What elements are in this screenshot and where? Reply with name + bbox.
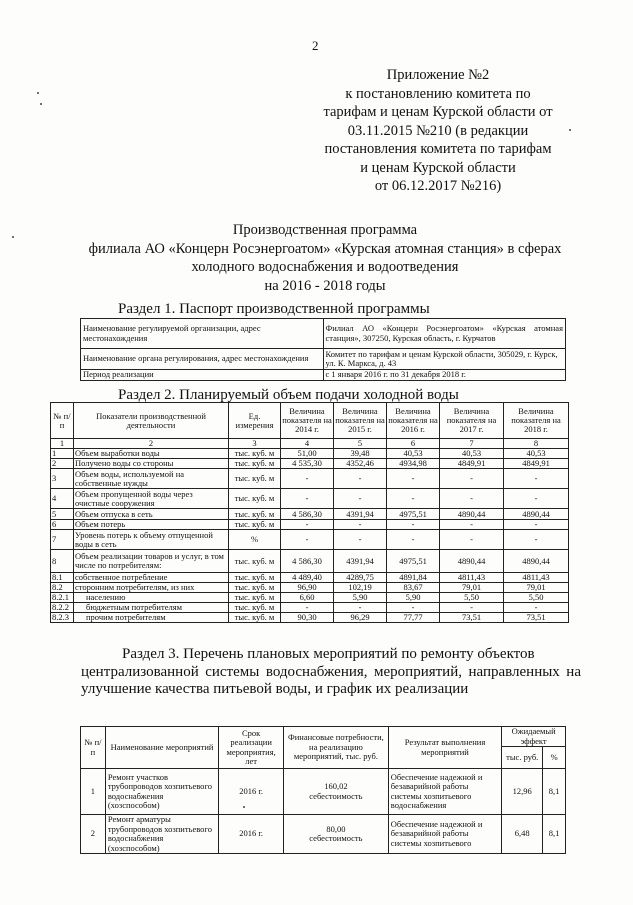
value-cell: 4890,44 bbox=[440, 509, 504, 520]
unit-cell: тыс. куб. м bbox=[229, 449, 281, 459]
indicator-name: населению bbox=[74, 593, 229, 603]
section3-heading-first: Раздел 3. Перечень плановых мероприятий по ремонту объектов bbox=[122, 646, 535, 662]
row-number: 6 bbox=[51, 520, 74, 530]
appendix-note bbox=[308, 66, 568, 196]
section2-heading: Раздел 2. Планируемый объем подачи холодной воды bbox=[118, 387, 459, 403]
unit-cell: тыс. куб. м bbox=[229, 469, 281, 489]
column-number: 4 bbox=[281, 439, 334, 449]
measure-result: Обеспечение надежной и безаварийной работы системы хозпитьевого водоснабжения bbox=[388, 769, 501, 815]
value-cell: - bbox=[440, 530, 504, 550]
value-cell: 4 489,40 bbox=[281, 573, 334, 583]
water-volume-table bbox=[50, 402, 569, 623]
row-number: 1 bbox=[81, 769, 106, 815]
value-cell: 4352,46 bbox=[334, 459, 387, 469]
value-cell: - bbox=[440, 520, 504, 530]
value-cell: 4 586,30 bbox=[281, 509, 334, 520]
value-cell: 5,90 bbox=[387, 593, 440, 603]
value-cell: 96,29 bbox=[334, 613, 387, 623]
value-cell: 4811,43 bbox=[440, 573, 504, 583]
row-number: 8.2 bbox=[51, 583, 74, 593]
value-cell: 96,90 bbox=[281, 583, 334, 593]
unit-cell: тыс. куб. м bbox=[229, 593, 281, 603]
indicator-name: бюджетным потребителям bbox=[74, 603, 229, 613]
row-number: 8.1 bbox=[51, 573, 74, 583]
title-line: Производственная программа bbox=[232, 222, 418, 238]
effect-pct: 8,1 bbox=[543, 815, 566, 854]
finance-note: себестоимость bbox=[309, 833, 363, 843]
unit-cell: тыс. куб. м bbox=[229, 520, 281, 530]
column-header: Величина показателя на 2015 г. bbox=[334, 403, 387, 439]
indicator-name: прочим потребителям bbox=[74, 613, 229, 623]
value-cell: - bbox=[281, 530, 334, 550]
value-cell: 5,50 bbox=[440, 593, 504, 603]
value-cell: 39,48 bbox=[334, 449, 387, 459]
unit-cell: тыс. куб. м bbox=[229, 489, 281, 509]
table-row bbox=[51, 469, 569, 489]
appendix-line: и ценам Курской области bbox=[360, 159, 516, 176]
column-number: 6 bbox=[387, 439, 440, 449]
measure-finance bbox=[284, 769, 389, 815]
value-cell: 51,00 bbox=[281, 449, 334, 459]
value-cell: - bbox=[440, 489, 504, 509]
title-line: на 2016 - 2018 годы bbox=[264, 277, 386, 294]
measures-table bbox=[80, 726, 566, 854]
value-cell: - bbox=[334, 469, 387, 489]
appendix-line: постановления комитета по тарифам bbox=[324, 141, 552, 157]
passport-label: Период реализации bbox=[81, 370, 324, 381]
value-cell: 5,50 bbox=[504, 593, 569, 603]
table-header-row bbox=[51, 403, 569, 439]
column-header: Финансовые потребности, на реализацию мероприятий, тыс. руб. bbox=[284, 727, 389, 769]
row-number: 2 bbox=[51, 459, 74, 469]
unit-cell: тыс. куб. м bbox=[229, 613, 281, 623]
scan-speck bbox=[12, 236, 14, 238]
value-cell: 4849,91 bbox=[440, 459, 504, 469]
passport-label: Наименование регулируемой организации, адрес местонахождения bbox=[81, 319, 324, 349]
value-cell: - bbox=[387, 530, 440, 550]
measure-finance bbox=[284, 815, 389, 854]
effect-rub: 6,48 bbox=[502, 815, 543, 854]
column-header: № п/п bbox=[51, 403, 74, 439]
table-row bbox=[51, 459, 569, 469]
value-cell: 83,67 bbox=[387, 583, 440, 593]
row-number: 8.2.2 bbox=[51, 603, 74, 613]
column-number: 1 bbox=[51, 439, 74, 449]
indicator-name: Объем отпуска в сеть bbox=[74, 509, 229, 520]
column-number-row bbox=[51, 439, 569, 449]
row-number: 8.2.3 bbox=[51, 613, 74, 623]
value-cell: 40,53 bbox=[387, 449, 440, 459]
value-cell: 4849,91 bbox=[504, 459, 569, 469]
table-row bbox=[51, 583, 569, 593]
value-cell: 4811,43 bbox=[504, 573, 569, 583]
indicator-name: Объем пропущенной воды через очистные сооружения bbox=[74, 489, 229, 509]
table-row bbox=[81, 370, 566, 381]
column-header: Величина показателя на 2018 г. bbox=[504, 403, 569, 439]
passport-value: с 1 января 2016 г. по 31 декабря 2018 г. bbox=[323, 370, 566, 381]
row-number: 7 bbox=[51, 530, 74, 550]
column-header: Ожидаемый эффект bbox=[502, 727, 566, 747]
value-cell: - bbox=[334, 603, 387, 613]
column-header: тыс. руб. bbox=[502, 747, 543, 769]
appendix-line: к постановлению комитета по bbox=[345, 85, 531, 102]
value-cell: - bbox=[387, 489, 440, 509]
row-number: 1 bbox=[51, 449, 74, 459]
value-cell: 4890,44 bbox=[504, 550, 569, 573]
value-cell: 40,53 bbox=[504, 449, 569, 459]
scan-speck bbox=[40, 103, 42, 105]
column-header: Наименование мероприятий bbox=[105, 727, 218, 769]
value-cell: 4890,44 bbox=[504, 509, 569, 520]
passport-value: Филиал АО «Концерн Росэнергоатом» «Курская атомная станция», 307250, Курская область, г. Курчатов bbox=[323, 319, 566, 349]
column-number: 7 bbox=[440, 439, 504, 449]
effect-pct: 8,1 bbox=[543, 769, 566, 815]
row-number: 8 bbox=[51, 550, 74, 573]
value-cell: - bbox=[281, 489, 334, 509]
column-header: Величина показателя на 2016 г. bbox=[387, 403, 440, 439]
column-number: 3 bbox=[229, 439, 281, 449]
value-cell: 4289,75 bbox=[334, 573, 387, 583]
column-number: 5 bbox=[334, 439, 387, 449]
value-cell: - bbox=[504, 489, 569, 509]
passport-value: Комитет по тарифам и ценам Курской области, 305029, г. Курск, ул. К. Маркса, д. 43 bbox=[323, 349, 566, 370]
table-row bbox=[51, 593, 569, 603]
appendix-line: от 06.12.2017 №216) bbox=[374, 178, 502, 194]
table-row bbox=[51, 449, 569, 459]
indicator-name: собственное потребление bbox=[74, 573, 229, 583]
unit-cell: тыс. куб. м bbox=[229, 573, 281, 583]
table-row bbox=[81, 815, 566, 854]
value-cell: 73,51 bbox=[504, 613, 569, 623]
value-cell: - bbox=[334, 489, 387, 509]
effect-rub: 12,96 bbox=[502, 769, 543, 815]
table-row bbox=[81, 769, 566, 815]
column-number: 8 bbox=[504, 439, 569, 449]
value-cell: 4890,44 bbox=[440, 550, 504, 573]
value-cell: 4891,84 bbox=[387, 573, 440, 583]
column-header: Величина показателя на 2017 г. bbox=[440, 403, 504, 439]
value-cell: 4391,94 bbox=[334, 550, 387, 573]
value-cell: - bbox=[281, 520, 334, 530]
measure-name: Ремонт участков трубопроводов хозпитьевого водоснабжения (хозспособом) bbox=[105, 769, 218, 815]
indicator-name: Объем реализации товаров и услуг, в том числе по потребителям: bbox=[74, 550, 229, 573]
column-header: Показатели производственной деятельности bbox=[74, 403, 229, 439]
value-cell: 4934,98 bbox=[387, 459, 440, 469]
value-cell: 79,01 bbox=[504, 583, 569, 593]
indicator-name: Объем воды, используемой на собственные нужды bbox=[74, 469, 229, 489]
page-number: 2 bbox=[312, 38, 319, 53]
unit-cell: тыс. куб. м bbox=[229, 603, 281, 613]
measures-rows bbox=[81, 769, 566, 854]
value-cell: - bbox=[387, 603, 440, 613]
row-number: 5 bbox=[51, 509, 74, 520]
title-line: холодного водоснабжения и водоотведения bbox=[191, 259, 459, 275]
value-cell: - bbox=[334, 520, 387, 530]
table-row bbox=[51, 603, 569, 613]
value-cell: 6,60 bbox=[281, 593, 334, 603]
appendix-line: 03.11.2015 №210 (в редакции bbox=[347, 122, 529, 139]
row-number: 4 bbox=[51, 489, 74, 509]
finance-amount: 80,00 bbox=[326, 823, 346, 834]
table-row bbox=[81, 319, 566, 349]
unit-cell: тыс. куб. м bbox=[229, 509, 281, 520]
row-number: 8.2.1 bbox=[51, 593, 74, 603]
value-cell: 4391,94 bbox=[334, 509, 387, 520]
table-header-row bbox=[81, 727, 566, 747]
column-header: № п/ п bbox=[81, 727, 106, 769]
appendix-line: Приложение №2 bbox=[386, 67, 490, 83]
column-header: Результат выполнения мероприятий bbox=[388, 727, 501, 769]
column-header: % bbox=[543, 747, 566, 769]
value-cell: - bbox=[440, 603, 504, 613]
indicator-name: Объем потерь bbox=[74, 520, 229, 530]
value-cell: 73,51 bbox=[440, 613, 504, 623]
column-number: 2 bbox=[74, 439, 229, 449]
water-volume-rows bbox=[51, 449, 569, 623]
value-cell: - bbox=[387, 469, 440, 489]
indicator-name: Уровень потерь к объему отпущенной воды в сеть bbox=[74, 530, 229, 550]
value-cell: - bbox=[504, 530, 569, 550]
passport-label: Наименование органа регулирования, адрес местонахождения bbox=[81, 349, 324, 370]
finance-amount: 160,02 bbox=[324, 781, 348, 791]
value-cell: - bbox=[387, 520, 440, 530]
value-cell: 102,19 bbox=[334, 583, 387, 593]
value-cell: 5,90 bbox=[334, 593, 387, 603]
measure-name: Ремонт арматуры трубопроводов хозпитьевого водоснабжения (хозспособом) bbox=[105, 815, 218, 854]
value-cell: 4975,51 bbox=[387, 550, 440, 573]
title-line: филиала АО «Концерн Росэнергоатом» «Курская атомная станция» в сферах bbox=[88, 240, 562, 257]
value-cell: - bbox=[504, 603, 569, 613]
section1-heading: Раздел 1. Паспорт производственной программы bbox=[118, 301, 430, 317]
scan-speck bbox=[37, 92, 39, 94]
value-cell: - bbox=[334, 530, 387, 550]
measure-term: 2016 г. bbox=[219, 769, 284, 815]
value-cell: 77,77 bbox=[387, 613, 440, 623]
unit-cell: % bbox=[229, 530, 281, 550]
unit-cell: тыс. куб. м bbox=[229, 459, 281, 469]
table-row bbox=[51, 489, 569, 509]
section3-heading bbox=[81, 646, 581, 699]
passport-table bbox=[80, 318, 566, 381]
finance-note: себестоимость bbox=[309, 790, 363, 801]
section3-heading-rest: централизованной системы водоснабжения, мероприятий, направленных на улучшение качества питьевой воды, и график их реализации bbox=[81, 663, 581, 697]
column-header: Ед. измерения bbox=[229, 403, 281, 439]
row-number: 3 bbox=[51, 469, 74, 489]
scan-speck bbox=[569, 129, 571, 131]
measure-term: 2016 г. bbox=[219, 815, 284, 854]
value-cell: - bbox=[504, 469, 569, 489]
column-header: Срок реализации мероприятия, лет bbox=[219, 727, 284, 769]
measure-result: Обеспечение надежной и безаварийной работы системы хозпитьевого bbox=[388, 815, 501, 854]
appendix-line: тарифам и ценам Курской области от bbox=[323, 104, 553, 120]
table-row bbox=[51, 520, 569, 530]
value-cell: 90,30 bbox=[281, 613, 334, 623]
column-header: Величина показателя на 2014 г. bbox=[281, 403, 334, 439]
value-cell: - bbox=[440, 469, 504, 489]
value-cell: 79,01 bbox=[440, 583, 504, 593]
value-cell: - bbox=[281, 469, 334, 489]
value-cell: 4 535,30 bbox=[281, 459, 334, 469]
value-cell: 4 586,30 bbox=[281, 550, 334, 573]
table-row bbox=[81, 349, 566, 370]
document-title bbox=[60, 221, 590, 295]
value-cell: - bbox=[504, 520, 569, 530]
value-cell: - bbox=[281, 603, 334, 613]
value-cell: 4975,51 bbox=[387, 509, 440, 520]
row-number: 2 bbox=[81, 815, 106, 854]
value-cell: 40,53 bbox=[440, 449, 504, 459]
table-row bbox=[51, 573, 569, 583]
unit-cell: тыс. куб. м bbox=[229, 550, 281, 573]
table-row bbox=[51, 550, 569, 573]
table-row bbox=[51, 530, 569, 550]
indicator-name: сторонним потребителям, из них bbox=[74, 583, 229, 593]
indicator-name: Получено воды со стороны bbox=[74, 459, 229, 469]
unit-cell: тыс. куб. м bbox=[229, 583, 281, 593]
indicator-name: Объем выработки воды bbox=[74, 449, 229, 459]
table-row bbox=[51, 613, 569, 623]
table-row bbox=[51, 509, 569, 520]
